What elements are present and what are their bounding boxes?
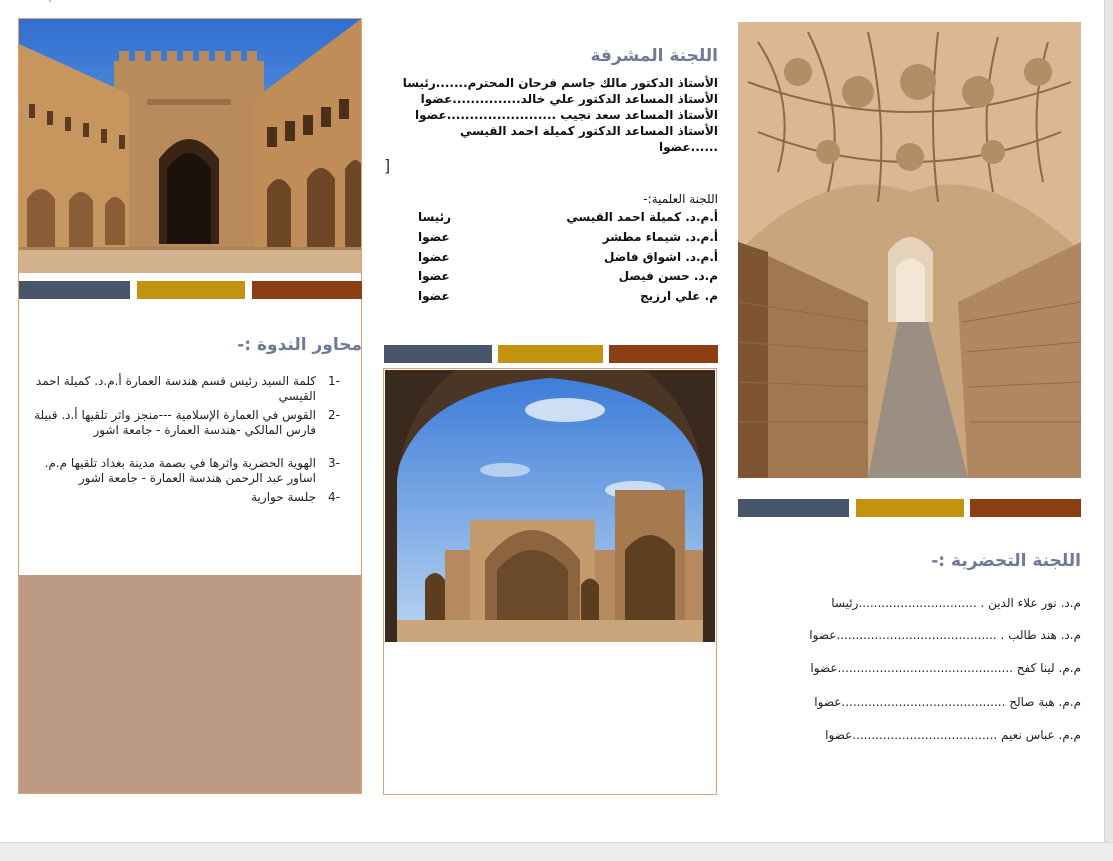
stripe-gold	[498, 345, 603, 363]
member-role: عضوا	[418, 269, 450, 283]
member-name: أ.م.د. اشواق فاضل	[603, 250, 718, 264]
member-role: رئيسا	[418, 210, 452, 224]
stripe-dark	[19, 281, 130, 299]
member-name: م.د. حسن فيصل	[618, 269, 718, 283]
member-name: م.د. هند طالب .	[1000, 628, 1081, 642]
table-row	[738, 628, 1081, 646]
list-item: الأستاذ المساعد الدكتور علي خالد...............عضوا	[420, 92, 718, 106]
member-role: عضوا	[825, 728, 853, 742]
table-row	[738, 596, 1081, 614]
item-text: كلمة السيد رئيس قسم هندسة العمارة أ.م.د. كميلة احمد القيسي	[35, 374, 316, 403]
member-name: م. علي ارزيج	[639, 289, 718, 303]
photo-mosque-courtyard-through-arch	[385, 370, 715, 642]
member-role: عضوا	[809, 628, 837, 642]
scientific-title: اللجنة العلمية:-	[643, 192, 718, 206]
item-text: القوس في العمارة الإسلامية ---منجز واثر تلقيها أ.د. قبيلة فارس المالكي -هندسة العمارة - جامعة اشور	[34, 408, 316, 437]
member-dots: ......................................	[852, 728, 1002, 742]
item-number: -4	[328, 490, 340, 504]
member-name: أ.م.د. كميلة احمد القيسي	[566, 210, 718, 224]
page-edge	[1104, 0, 1113, 842]
member-role: عضوا	[418, 250, 450, 264]
member-name: م.م. لينا كفح	[1016, 661, 1081, 675]
list-item	[30, 374, 340, 404]
member-dots: ..........................................	[836, 628, 1001, 642]
photo-ukhaidir-palace-courtyard	[19, 19, 361, 273]
list-item	[30, 456, 340, 486]
list-item: الأستاذ المساعد سعد نجيب ........................عضوا	[415, 108, 718, 122]
left-panel-fill	[19, 575, 361, 793]
member-role: رئيسا	[831, 596, 859, 610]
item-number: -2	[328, 408, 340, 422]
table-row	[738, 661, 1081, 679]
member-name: م.د. نور علاء الدين .	[980, 596, 1081, 610]
item-number: -3	[328, 456, 340, 470]
table-row	[418, 268, 718, 284]
stripe-brown	[252, 281, 362, 299]
bracket-mark: ]	[384, 156, 391, 175]
stripe-gold	[856, 499, 964, 517]
table-row	[418, 288, 718, 304]
member-role: عضوا	[814, 695, 842, 709]
member-name: م.م. عباس نعيم	[1001, 728, 1081, 742]
stripe-brown	[609, 345, 718, 363]
axes-title: محاور الندوة :-	[237, 335, 362, 355]
member-dots: ..............................................	[837, 661, 1017, 675]
member-name: أ.م.د. شيماء مطشر	[602, 230, 718, 244]
page-bottom-bar	[0, 842, 1113, 861]
supervisory-list	[400, 75, 718, 155]
supervisory-title: اللجنة المشرفة	[590, 46, 718, 66]
stripe-dark	[738, 499, 849, 517]
list-item: الأستاذ الدكتور مالك جاسم فرحان المحترم.......رئيسا	[402, 76, 718, 90]
list-item: الأستاذ المساعد الدكتور كميلة احمد القيسي ......عضوا	[459, 124, 718, 154]
member-role: عضوا	[418, 289, 450, 303]
item-text: جلسة حوارية	[251, 490, 316, 504]
member-role: عضوا	[418, 230, 450, 244]
stripe-gold	[137, 281, 245, 299]
item-number: -1	[328, 374, 340, 388]
photo-ornate-vaulted-corridor	[738, 22, 1081, 478]
table-row	[738, 695, 1081, 713]
preparatory-title: اللجنة التحضرية :-	[931, 551, 1081, 571]
item-text: الهوية الحضرية واثرها في بصمة مدينة بغداد تلقيها م.م. اساور عبد الرحمن هندسة العمارة - جامعة اشور	[44, 456, 316, 485]
member-role: عضوا	[810, 661, 838, 675]
list-item	[30, 408, 340, 438]
table-row	[418, 229, 718, 245]
list-item	[30, 490, 340, 505]
corner-mark: `	[48, 0, 53, 11]
stripe-brown	[970, 499, 1081, 517]
member-name: م.م. هبة صالح	[1009, 695, 1081, 709]
table-row	[418, 209, 718, 225]
table-row	[418, 249, 718, 265]
member-dots: ...........................................	[841, 695, 1010, 709]
stripe-dark	[384, 345, 492, 363]
member-dots: ...............................	[858, 596, 981, 610]
axes-list	[30, 374, 340, 509]
table-row	[738, 728, 1081, 746]
